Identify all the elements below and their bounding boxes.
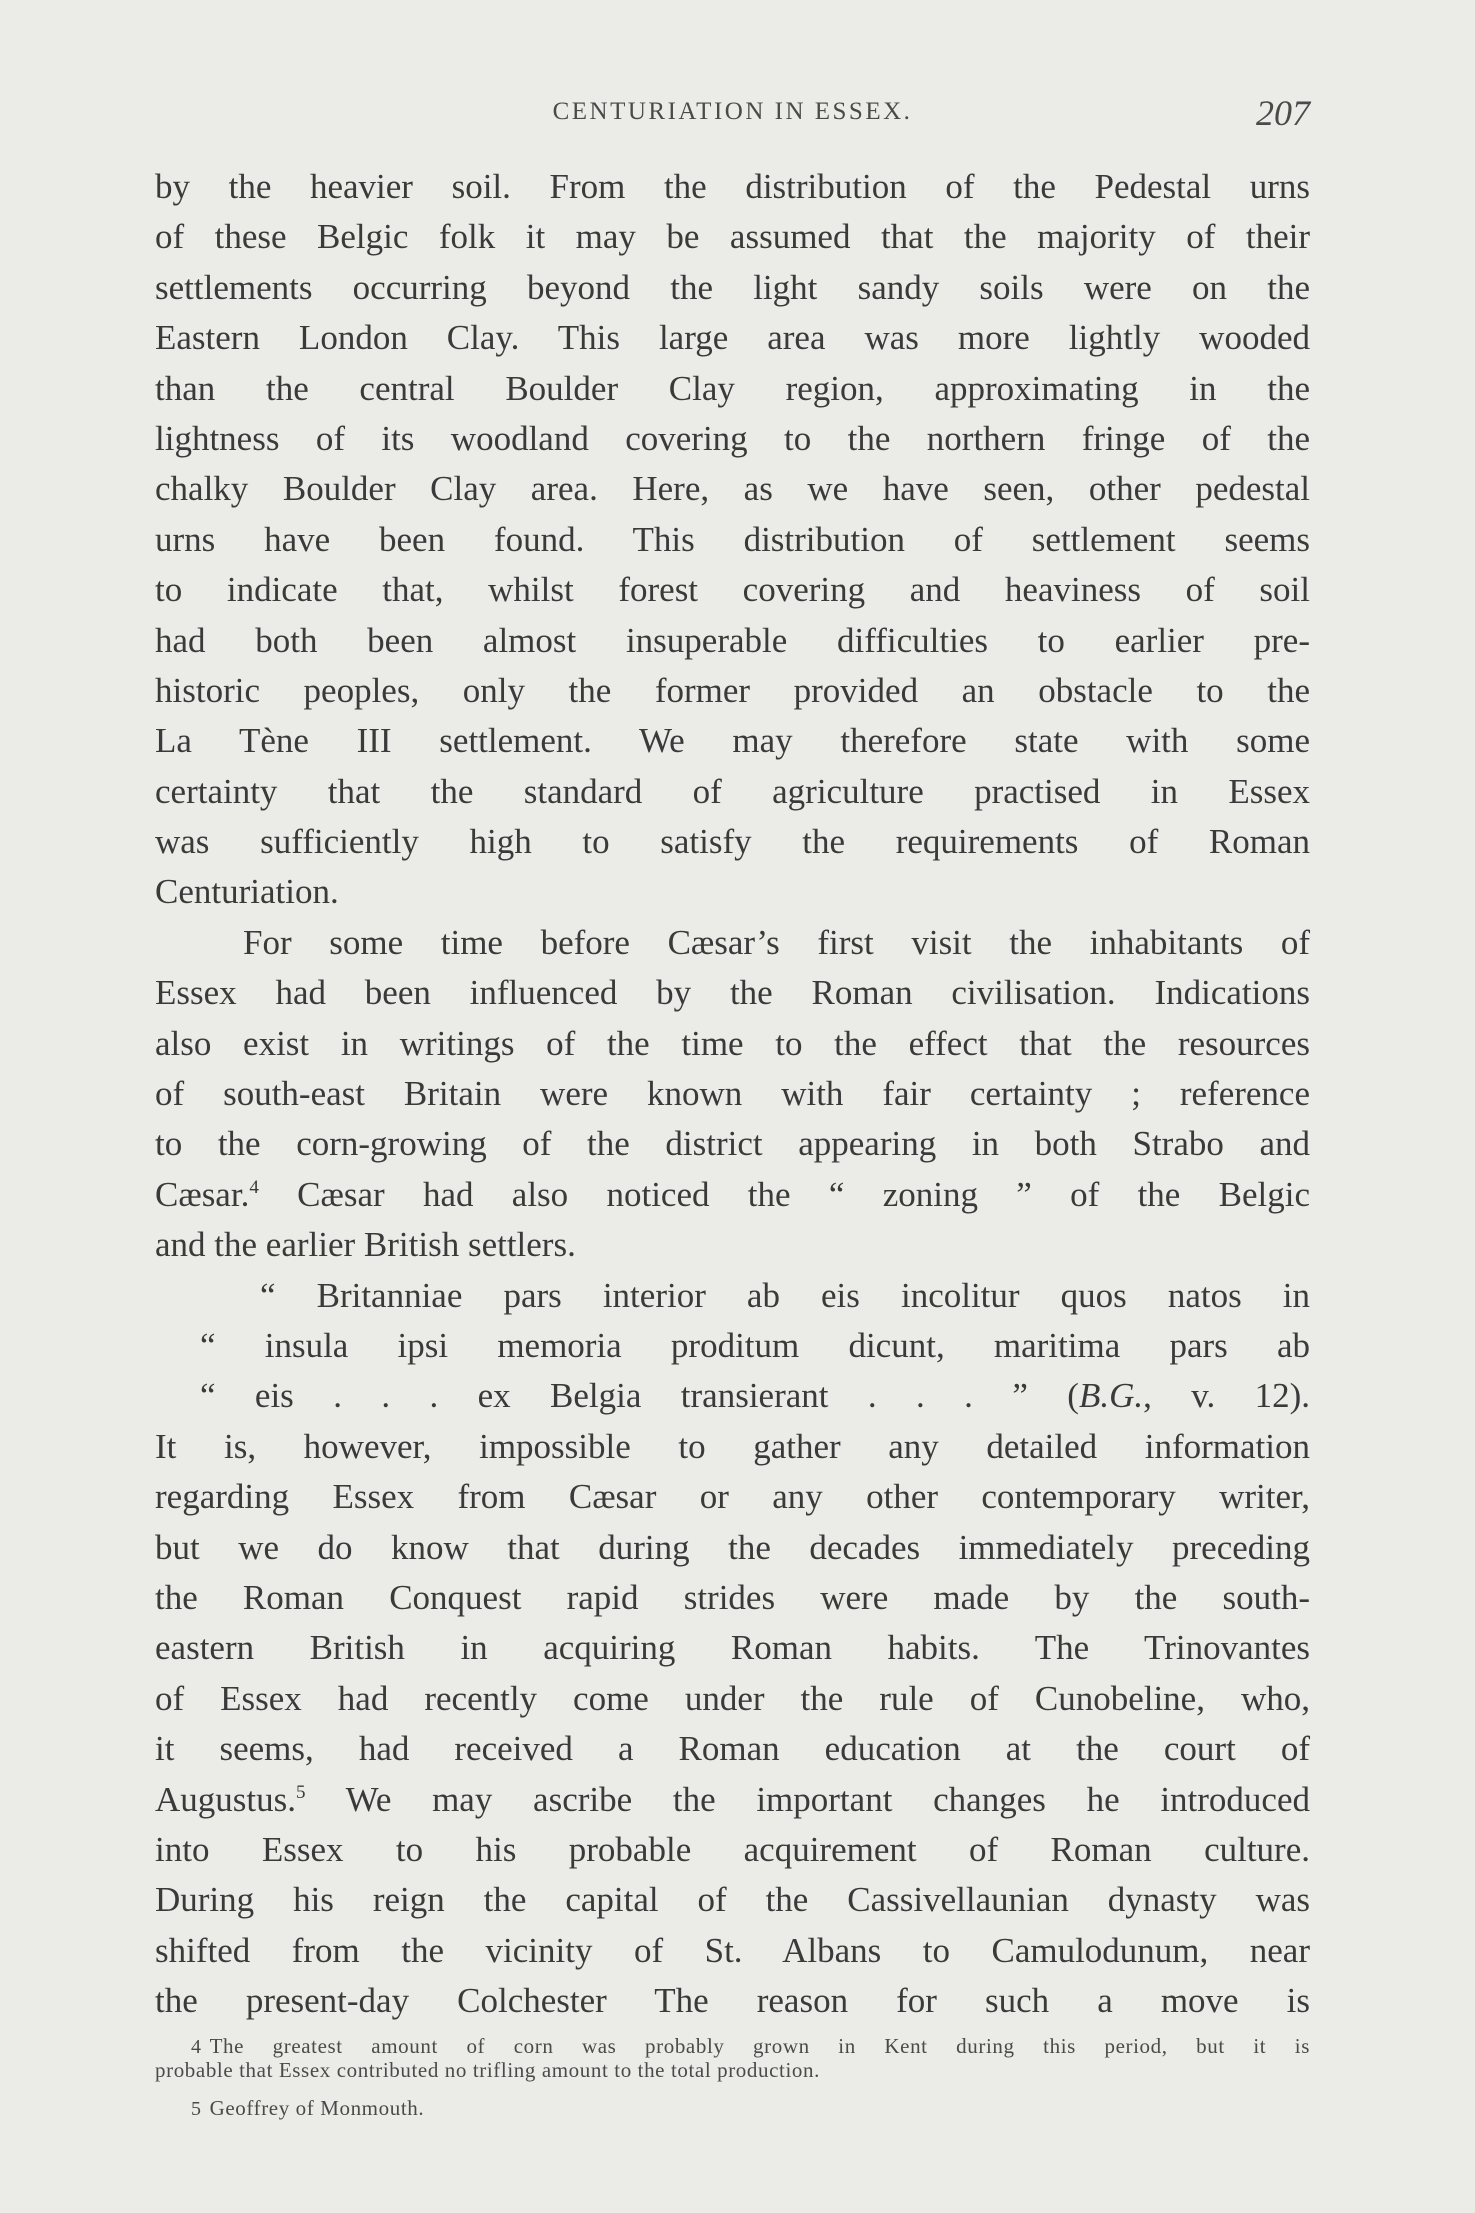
text-line: it seems, had received a Roman education at the court of — [155, 1729, 1310, 1769]
quote-line — [155, 1371, 1310, 1421]
text-line: lightness of its woodland covering to the northern fringe of the — [155, 418, 1310, 458]
footnote-text: The greatest amount of corn was probably grown in Kent during this period, but it is — [209, 2034, 1310, 2058]
quote-line: “ insula ipsi memoria proditum dicunt, maritima pars ab — [200, 1325, 1310, 1365]
footnote-marker: 4 — [191, 2036, 202, 2058]
text-line: eastern British in acquiring Roman habits. The Trinovantes — [155, 1628, 1310, 1668]
footnote-5 — [155, 2096, 1310, 2120]
text-line: was sufficiently high to satisfy the requirements of Roman — [155, 822, 1310, 862]
footnote-marker: 5 — [191, 2098, 202, 2120]
text-line: than the central Boulder Clay region, approximating in the — [155, 368, 1310, 408]
text-line: settlements occurring beyond the light sandy soils were on the — [155, 267, 1310, 307]
text-line: shifted from the vicinity of St. Albans to Camulodunum, near — [155, 1930, 1310, 1970]
text-line: chalky Boulder Clay area. Here, as we have seen, other pedestal — [155, 469, 1310, 509]
text-line — [155, 1775, 1310, 1825]
text-line: the Roman Conquest rapid strides were made by the south- — [155, 1577, 1310, 1617]
text-line: La Tène III settlement. We may therefore state with some — [155, 721, 1310, 761]
text-line: and the earlier British settlers. — [155, 1225, 576, 1265]
text-segment: We may ascribe the important changes he introduced — [305, 1779, 1310, 1819]
footnote-ref-4: 4 — [249, 1176, 259, 1198]
text-line: to the corn-growing of the district appearing in both Strabo and — [155, 1124, 1310, 1164]
footnote-text: probable that Essex contributed no trifling amount to the total production. — [155, 2058, 820, 2082]
citation-title: B.G. — [1078, 1376, 1144, 1416]
text-line: of these Belgic folk it may be assumed that the majority of their — [155, 217, 1310, 257]
text-line: certainty that the standard of agriculture practised in Essex — [155, 771, 1310, 811]
text-line — [155, 1170, 1310, 1220]
text-segment: “ eis . . . ex Belgia transierant . . . ” — [200, 1376, 1028, 1416]
text-line: of Essex had recently come under the rule of Cunobeline, who, — [155, 1678, 1310, 1718]
text-line: by the heavier soil. From the distribution of the Pedestal urns — [155, 167, 1310, 206]
text-line: into Essex to his probable acquirement of Roman culture. — [155, 1829, 1310, 1869]
body-text — [155, 162, 1310, 2026]
text-segment: Augustus. — [155, 1779, 296, 1819]
text-line: but we do know that during the decades immediately preceding — [155, 1527, 1310, 1567]
text-line: also exist in writings of the time to the effect that the resources — [155, 1023, 1310, 1063]
text-line: For some time before Cæsar’s first visit the inhabitants of — [243, 922, 1310, 962]
text-line: Eastern London Clay. This large area was more lightly wooded — [155, 318, 1310, 358]
text-line: It is, however, impossible to gather any detailed information — [155, 1426, 1310, 1466]
footnote-4 — [155, 2034, 1310, 2058]
page-number: 207 — [1256, 93, 1310, 133]
text-line: Centuriation. — [155, 872, 339, 912]
text-line: urns have been found. This distribution of settlement seems — [155, 519, 1310, 559]
running-head — [155, 92, 1310, 132]
text-line: historic peoples, only the former provided an obstacle to the — [155, 670, 1310, 710]
footnote-text: Geoffrey of Monmouth. — [209, 2096, 425, 2120]
quote-line: “ Britanniae pars interior ab eis incolitur quos natos in — [260, 1275, 1310, 1315]
text-line: Essex had been influenced by the Roman civilisation. Indications — [155, 973, 1310, 1013]
text-segment: , v. 12). — [1143, 1376, 1311, 1416]
text-line: During his reign the capital of the Cassivellaunian dynasty was — [155, 1880, 1310, 1920]
text-line: had both been almost insuperable difficulties to earlier pre- — [155, 620, 1310, 660]
footnotes — [155, 2034, 1310, 2120]
text-line: regarding Essex from Cæsar or any other contemporary writer, — [155, 1477, 1310, 1517]
footnote-ref-5: 5 — [296, 1781, 306, 1803]
text-line: of south-east Britain were known with fair certainty ; reference — [155, 1074, 1310, 1114]
text-line: to indicate that, whilst forest covering and heaviness of soil — [155, 570, 1310, 610]
text-segment: Cæsar had also noticed the “ zoning ” of the Belgic — [258, 1174, 1310, 1214]
running-title: CENTURIATION IN ESSEX. — [552, 98, 913, 125]
text-segment: ( — [1067, 1376, 1079, 1416]
text-line: the present-day Colchester The reason for such a move is — [155, 1981, 1310, 2021]
text-segment: Cæsar. — [155, 1174, 250, 1214]
